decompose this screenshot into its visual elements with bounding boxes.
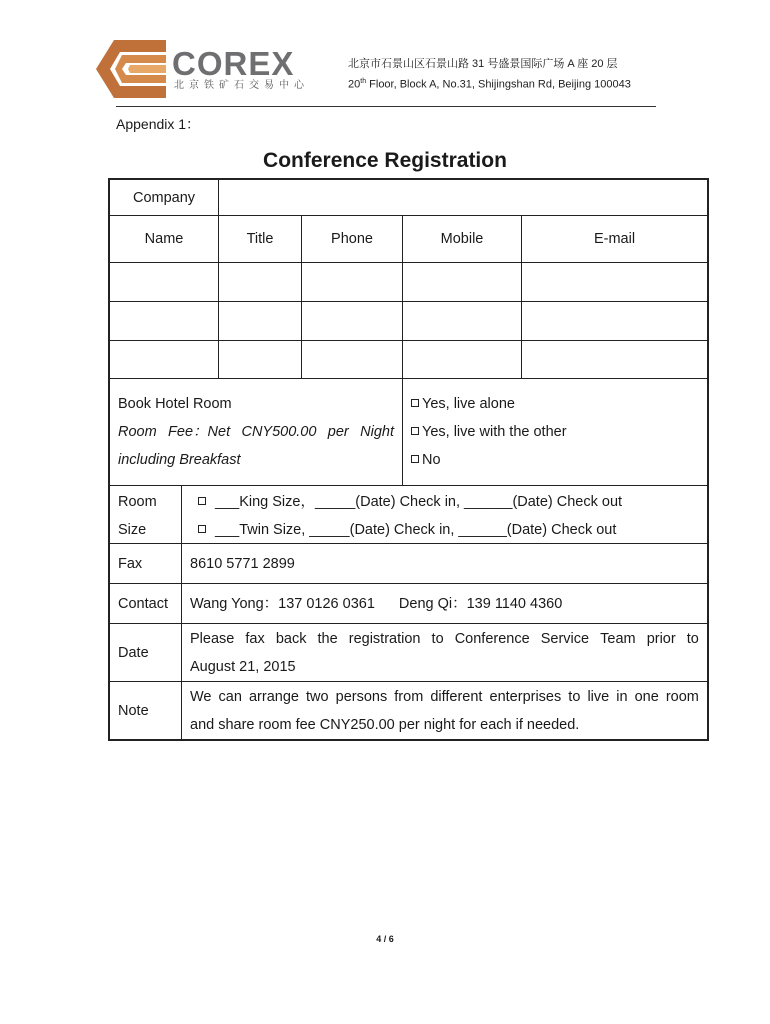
attendee-row bbox=[110, 262, 707, 301]
attendee-title-field[interactable] bbox=[218, 302, 301, 340]
checkbox-icon[interactable] bbox=[411, 427, 419, 435]
company-field[interactable] bbox=[218, 180, 707, 215]
page-number: 4 / 6 bbox=[376, 934, 394, 944]
column-header-title: Title bbox=[218, 216, 301, 262]
attendee-phone-field[interactable] bbox=[301, 302, 402, 340]
hotel-info bbox=[110, 379, 402, 485]
corex-logo bbox=[96, 40, 166, 98]
registration-form bbox=[108, 178, 709, 741]
company-label: Company bbox=[132, 189, 196, 206]
checkbox-icon[interactable] bbox=[411, 455, 419, 463]
option-no[interactable]: No bbox=[411, 446, 699, 474]
logo-inner-chevron bbox=[128, 65, 166, 73]
fax-label: Fax bbox=[118, 555, 143, 572]
option-live-with-other[interactable]: Yes, live with the other bbox=[411, 418, 699, 446]
column-header-name: Name bbox=[144, 231, 184, 247]
column-header-email: E-mail bbox=[521, 216, 707, 262]
date-row bbox=[110, 623, 707, 681]
note-row bbox=[110, 681, 707, 739]
attendee-name-field[interactable] bbox=[110, 341, 218, 378]
brand-subtitle: 北京铁矿石交易中心 bbox=[174, 80, 309, 91]
hotel-options bbox=[402, 379, 707, 485]
contact-person-1: Wang Yong：137 0126 0361 bbox=[190, 595, 375, 612]
option-king-size[interactable]: ___King Size，_____(Date) Check in, ______(Date) Check out bbox=[190, 488, 699, 516]
attendee-mobile-field[interactable] bbox=[402, 263, 521, 301]
brand-name: COREX bbox=[172, 45, 295, 82]
address-chinese: 北京市石景山区石景山路 31 号盛景国际广场 A 座 20 层 bbox=[348, 58, 618, 70]
fax-value: 8610 5771 2899 bbox=[181, 544, 707, 583]
attendee-email-field[interactable] bbox=[521, 263, 707, 301]
room-size-label: Room Size bbox=[118, 494, 157, 538]
attendee-header-row bbox=[110, 215, 707, 262]
column-header-phone: Phone bbox=[301, 216, 402, 262]
date-label: Date bbox=[118, 644, 149, 661]
date-line-1: Please fax back the registration to Conference Service Team prior to bbox=[190, 631, 699, 647]
attendee-email-field[interactable] bbox=[521, 302, 707, 340]
contact-row bbox=[110, 583, 707, 623]
document-title: Conference Registration bbox=[263, 149, 507, 172]
checkbox-icon[interactable] bbox=[198, 525, 206, 533]
column-header-mobile: Mobile bbox=[402, 216, 521, 262]
attendee-title-field[interactable] bbox=[218, 341, 301, 378]
attendee-email-field[interactable] bbox=[521, 341, 707, 378]
contact-value bbox=[181, 584, 707, 623]
note-line-1: We can arrange two persons from different enterprises to live in one room bbox=[190, 689, 699, 705]
attendee-mobile-field[interactable] bbox=[402, 341, 521, 378]
note-label: Note bbox=[118, 702, 149, 719]
contact-person-2: Deng Qi：139 1140 4360 bbox=[398, 595, 563, 612]
date-instructions bbox=[181, 624, 707, 681]
header-divider bbox=[116, 106, 656, 107]
address-english: 20th Floor, Block A, No.31, Shijingshan Rd, Beijing 100043 bbox=[348, 78, 631, 91]
checkbox-icon[interactable] bbox=[198, 497, 206, 505]
attendee-phone-field[interactable] bbox=[301, 341, 402, 378]
checkbox-icon[interactable] bbox=[411, 399, 419, 407]
attendee-phone-field[interactable] bbox=[301, 263, 402, 301]
attendee-row bbox=[110, 340, 707, 378]
note-text bbox=[181, 682, 707, 739]
room-size-row bbox=[110, 485, 707, 543]
contact-label: Contact bbox=[118, 595, 168, 612]
hotel-row bbox=[110, 378, 707, 485]
option-live-alone[interactable]: Yes, live alone bbox=[411, 390, 699, 418]
fax-row bbox=[110, 543, 707, 583]
hotel-label: Book Hotel Room bbox=[118, 396, 232, 412]
attendee-title-field[interactable] bbox=[218, 263, 301, 301]
appendix-label: Appendix 1： bbox=[116, 116, 201, 132]
option-twin-size[interactable]: ___Twin Size, _____(Date) Check in, ______(Date) Check out bbox=[190, 516, 699, 544]
room-size-options bbox=[181, 486, 707, 543]
attendee-name-field[interactable] bbox=[110, 263, 218, 301]
company-row bbox=[110, 180, 707, 215]
room-fee-line-2: including Breakfast bbox=[118, 452, 241, 468]
attendee-mobile-field[interactable] bbox=[402, 302, 521, 340]
note-line-2: and share room fee CNY250.00 per night for each if needed. bbox=[190, 717, 580, 733]
attendee-name-field[interactable] bbox=[110, 302, 218, 340]
attendee-row bbox=[110, 301, 707, 340]
date-line-2: August 21, 2015 bbox=[190, 659, 296, 675]
room-fee-line: Room Fee：Net CNY500.00 per Night bbox=[118, 424, 394, 440]
